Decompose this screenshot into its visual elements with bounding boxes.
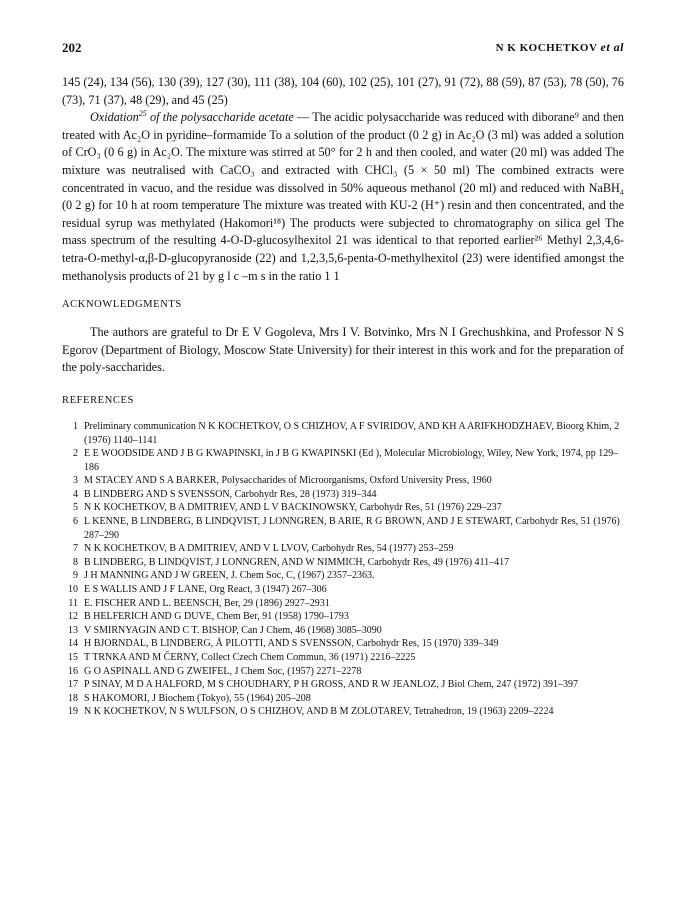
reference-text: M STACEY AND S A BARKER, Polysaccharides of Microorganisms, Oxford University Press, 1960 [84,475,492,487]
reference-text: H BJORNDAL, B LINDBERG, Å PILOTTI, AND S SVENSSON, Carbohydr Res, 15 (1970) 339–349 [84,638,499,650]
page-number: 202 [62,40,82,55]
oxidation-text: — The acidic polysaccharide was reduced with diborane⁹ and then treated with Ac₂O in pyridine–formamide To a solution of the product (0 2 g) in Ac₂O (3 ml) was added a solution of CrO₃ (0 6 g) in Ac₂O. The mixture was stirred at 50° for 2 h and then cooled, and water (20 ml) was added The mixture was neutralised with CaCO₃ and extracted with CHCl₃ (5 × 50 ml) The combined extracts were concentrated in vacuo, and the residue was dissolved in 50% aqueous methanol (20 ml) and reduced with NaBH₄ (0 2 g) for 10 h at room temperature The mixture was treated with KU-2 (H⁺) resin and then concentrated, and the residual syrup was methylated (Hakomori¹⁸) The products were subjected to chromatography on silica gel The mass spectrum of the resulting 4-O-D-glucosylhexitol 21 was identical to that reported earlier²⁶ Methyl 2,3,4,6-tetra-O-methyl-α,β-D-glucopyranoside (22) and 1,2,3,5,6-penta-O-methylhexitol (23) were identified amongst the methanolysis products of 21 by g l c –m s in the ratio 1 1 [62,110,624,283]
reference-item [62,651,624,665]
reference-number: 15 [68,652,78,663]
reference-text: N K KOCHETKOV, B A DMITRIEV, AND L V BACKINOWSKY, Carbohydr Res, 51 (1976) 229–237 [84,502,502,514]
reference-text: J H MANNING AND J W GREEN, J. Chem Soc, C, (1967) 2357–2363. [84,570,375,582]
reference-item [62,420,624,447]
reference-item [62,678,624,692]
reference-number: 4 [73,488,78,500]
acknowledgments-heading: ACKNOWLEDGMENTS [62,299,182,311]
reference-text: B LINDBERG AND S SVENSSON, Carbohydr Res, 28 (1973) 319–344 [84,488,377,500]
reference-number: 11 [68,597,78,609]
reference-text: E S WALLIS AND J F LANE, Org React, 3 (1947) 267–306 [84,584,327,596]
reference-item [62,610,624,624]
reference-number: 19 [68,706,78,718]
mass-spectrum-continuation: 145 (24), 134 (56), 130 (39), 127 (30), 111 (38), 104 (60), 102 (25), 101 (27), 91 (72), 88 (59), 87 (53), 78 (50), 76 (73), 71 (37), 48 (29), and 45 (25) [62,75,624,107]
reference-number: 13 [68,624,78,636]
reference-number: 17 [68,679,78,691]
running-head-authors: N K KOCHETKOV [495,42,598,54]
body-text [62,74,624,285]
reference-item [62,597,624,611]
reference-item [62,665,624,679]
oxidation-title-ref: 25 [138,109,147,119]
reference-item [62,569,624,583]
journal-page [62,40,624,719]
reference-item [62,515,624,542]
reference-text: S HAKOMORI, J Biochem (Tokyo), 55 (1964) 205–208 [84,692,311,704]
reference-number: 5 [73,502,78,514]
reference-number: 3 [73,475,78,487]
oxidation-paragraph [62,109,624,285]
reference-list [62,420,624,719]
reference-text: P SINAY, M D A HALFORD, M S CHOUDHARY, P H GROSS, AND R W JEANLOZ, J Biol Chem, 247 (1972) 391–397 [84,679,579,691]
reference-number: 16 [68,665,78,677]
reference-text: E. FISCHER AND L. BEENSCH, Ber, 29 (1896) 2927–2931 [84,597,330,609]
reference-number: 12 [68,611,78,623]
reference-item [62,501,624,515]
reference-number: 14 [68,638,78,650]
reference-text: N K KOCHETKOV, B A DMITRIEV, AND V L LVOV, Carbohydr Res, 54 (1977) 253–259 [84,543,454,555]
reference-text: Preliminary communication N K KOCHETKOV, O S CHIZHOV, A F SVIRIDOV, AND KH A ARIFKHODZHAEV, Bioorg Khim, 2 (1976) 1140–1141 [84,420,620,446]
reference-number: 8 [73,556,78,568]
reference-number: 2 [73,448,78,460]
reference-item [62,556,624,570]
reference-item [62,583,624,597]
reference-item [62,542,624,556]
reference-number: 10 [68,584,78,596]
reference-number: 1 [73,420,78,432]
reference-number: 18 [68,692,78,704]
reference-text: V SMIRNYAGIN AND C T. BISHOP, Can J Chem, 46 (1968) 3085–3090 [84,624,382,636]
oxidation-title [90,110,294,124]
reference-text: B LINDBERG, B LINDQVIST, J LONNGREN, AND W NIMMICH, Carbohydr Res, 49 (1976) 411–417 [84,556,510,568]
reference-number: 7 [73,543,78,555]
reference-number: 9 [73,570,78,582]
reference-text: T TRNKA AND M ČERNY, Collect Czech Chem Commun, 36 (1971) 2216–2225 [84,652,416,663]
reference-text: N K KOCHETKOV, N S WULFSON, O S CHIZHOV, AND B M ZOLOTAREV, Tetrahedron, 19 (1963) 2209–2224 [84,706,554,718]
acknowledgments-text: The authors are grateful to Dr E V Gogoleva, Mrs I V. Botvinko, Mrs N I Grechushkina, and Professor N S Egorov (Department of Biology, Moscow State University) for their interest in this work and for the preparation of the poly-saccharides. [62,325,624,375]
reference-item [62,447,624,474]
running-head [496,40,624,62]
oxidation-title-word: Oxidation [90,110,139,125]
reference-item [62,474,624,488]
page-header [62,40,624,62]
references-heading: REFERENCES [62,394,134,406]
reference-item [62,692,624,706]
oxidation-title-rest: of the polysaccharide acetate [146,110,294,125]
running-head-etal: et al [600,40,624,54]
reference-text: L KENNE, B LINDBERG, B LINDQVIST, J LONNGREN, B ARIE, R G BROWN, AND J E STEWART, Carbohydr Res, 51 (1976) 287–290 [84,516,620,541]
reference-number: 6 [73,516,78,528]
reference-text: E E WOODSIDE AND J B G KWAPINSKI, in J B G KWAPINSKI (Ed ), Molecular Microbiology, Wiley, New York, 1974, pp 129–186 [84,448,619,473]
reference-item [62,637,624,651]
reference-item [62,624,624,638]
reference-item [62,488,624,502]
reference-text: G O ASPINALL AND G ZWEIFEL, J Chem Soc, (1957) 2271–2278 [84,665,362,677]
reference-text: B HELFERICH AND G DUVE, Chem Ber, 91 (1958) 1790–1793 [84,611,349,623]
reference-item [62,705,624,719]
